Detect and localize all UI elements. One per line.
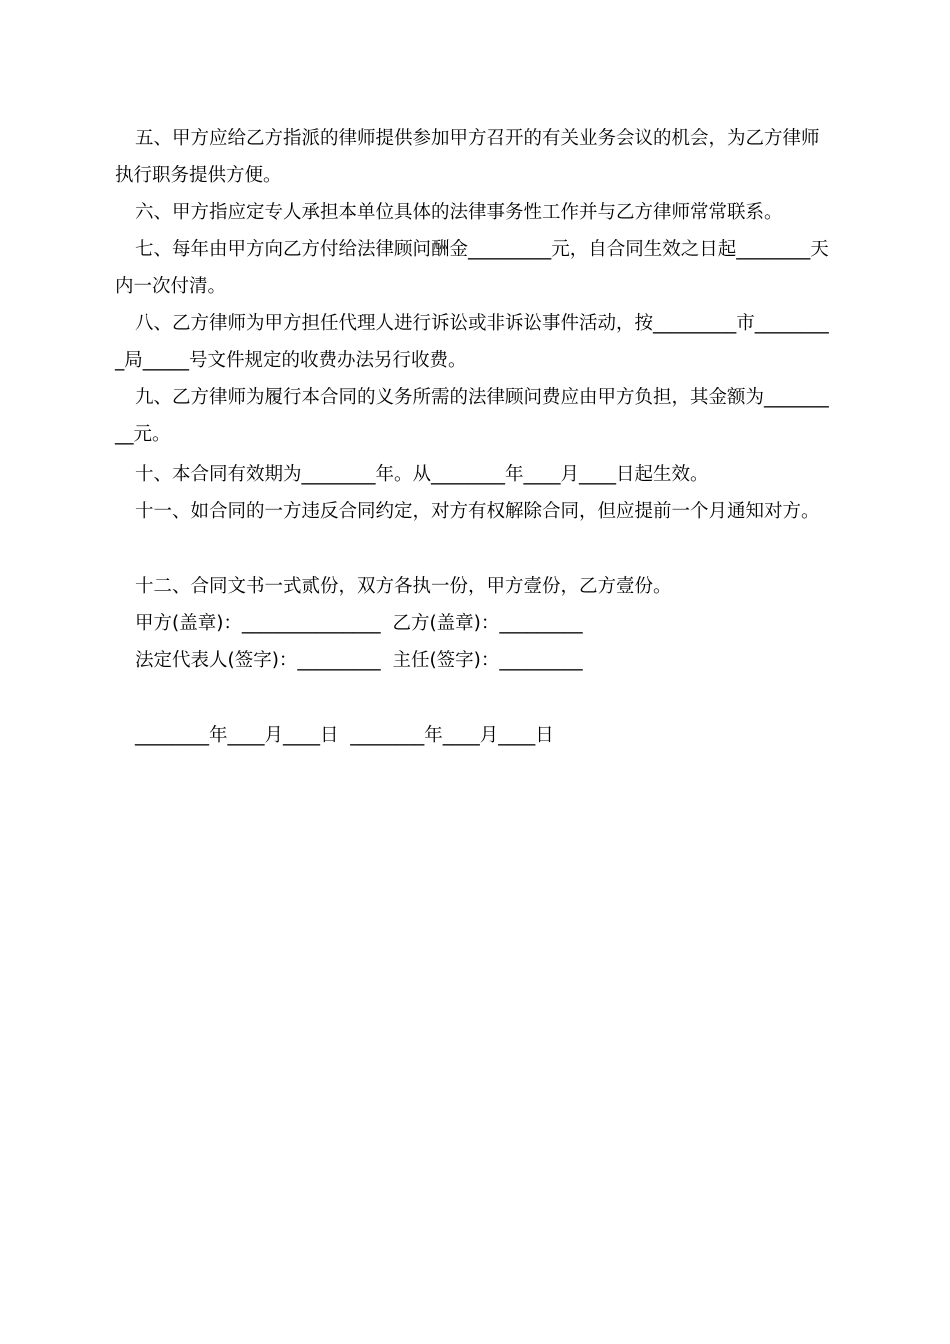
clause-10: 十、本合同有效期为________年。从________年____月____日起生效。 [135,464,709,485]
clause-8: 八、乙方律师为甲方担任代理人进行诉讼或非诉讼事件活动，按_________市_________局_____号文件规定的收费办法另行收费。 [115,313,829,371]
clause-12: 十二、合同文书一式贰份，双方各执一份，甲方壹份，乙方壹份。 [135,576,672,597]
clause-9: 九、乙方律师为履行本合同的义务所需的法律顾问费应由甲方负担，其金额为_________元。 [115,387,829,445]
clause-5: 五、甲方应给乙方指派的律师提供参加甲方召开的有关业务会议的机会，为乙方律师执行职务提供方便。 [115,128,820,186]
date-line: ________年____月____日 ________年____月____日 [135,725,554,746]
clause-7: 七、每年由甲方向乙方付给法律顾问酬金_________元，自合同生效之日起________天内一次付清。 [115,239,829,297]
clause-11: 十一、如合同的一方违反合同约定，对方有权解除合同，但应提前一个月通知对方。 [135,501,820,522]
representative-signature-line: 法定代表人(签字)：_________ 主任(签字)：_________ [135,650,583,671]
seal-signature-line: 甲方(盖章)：_______________ 乙方(盖章)：_________ [135,613,583,634]
clause-6: 六、甲方指应定专人承担本单位具体的法律事务性工作并与乙方律师常常联系。 [135,202,783,223]
